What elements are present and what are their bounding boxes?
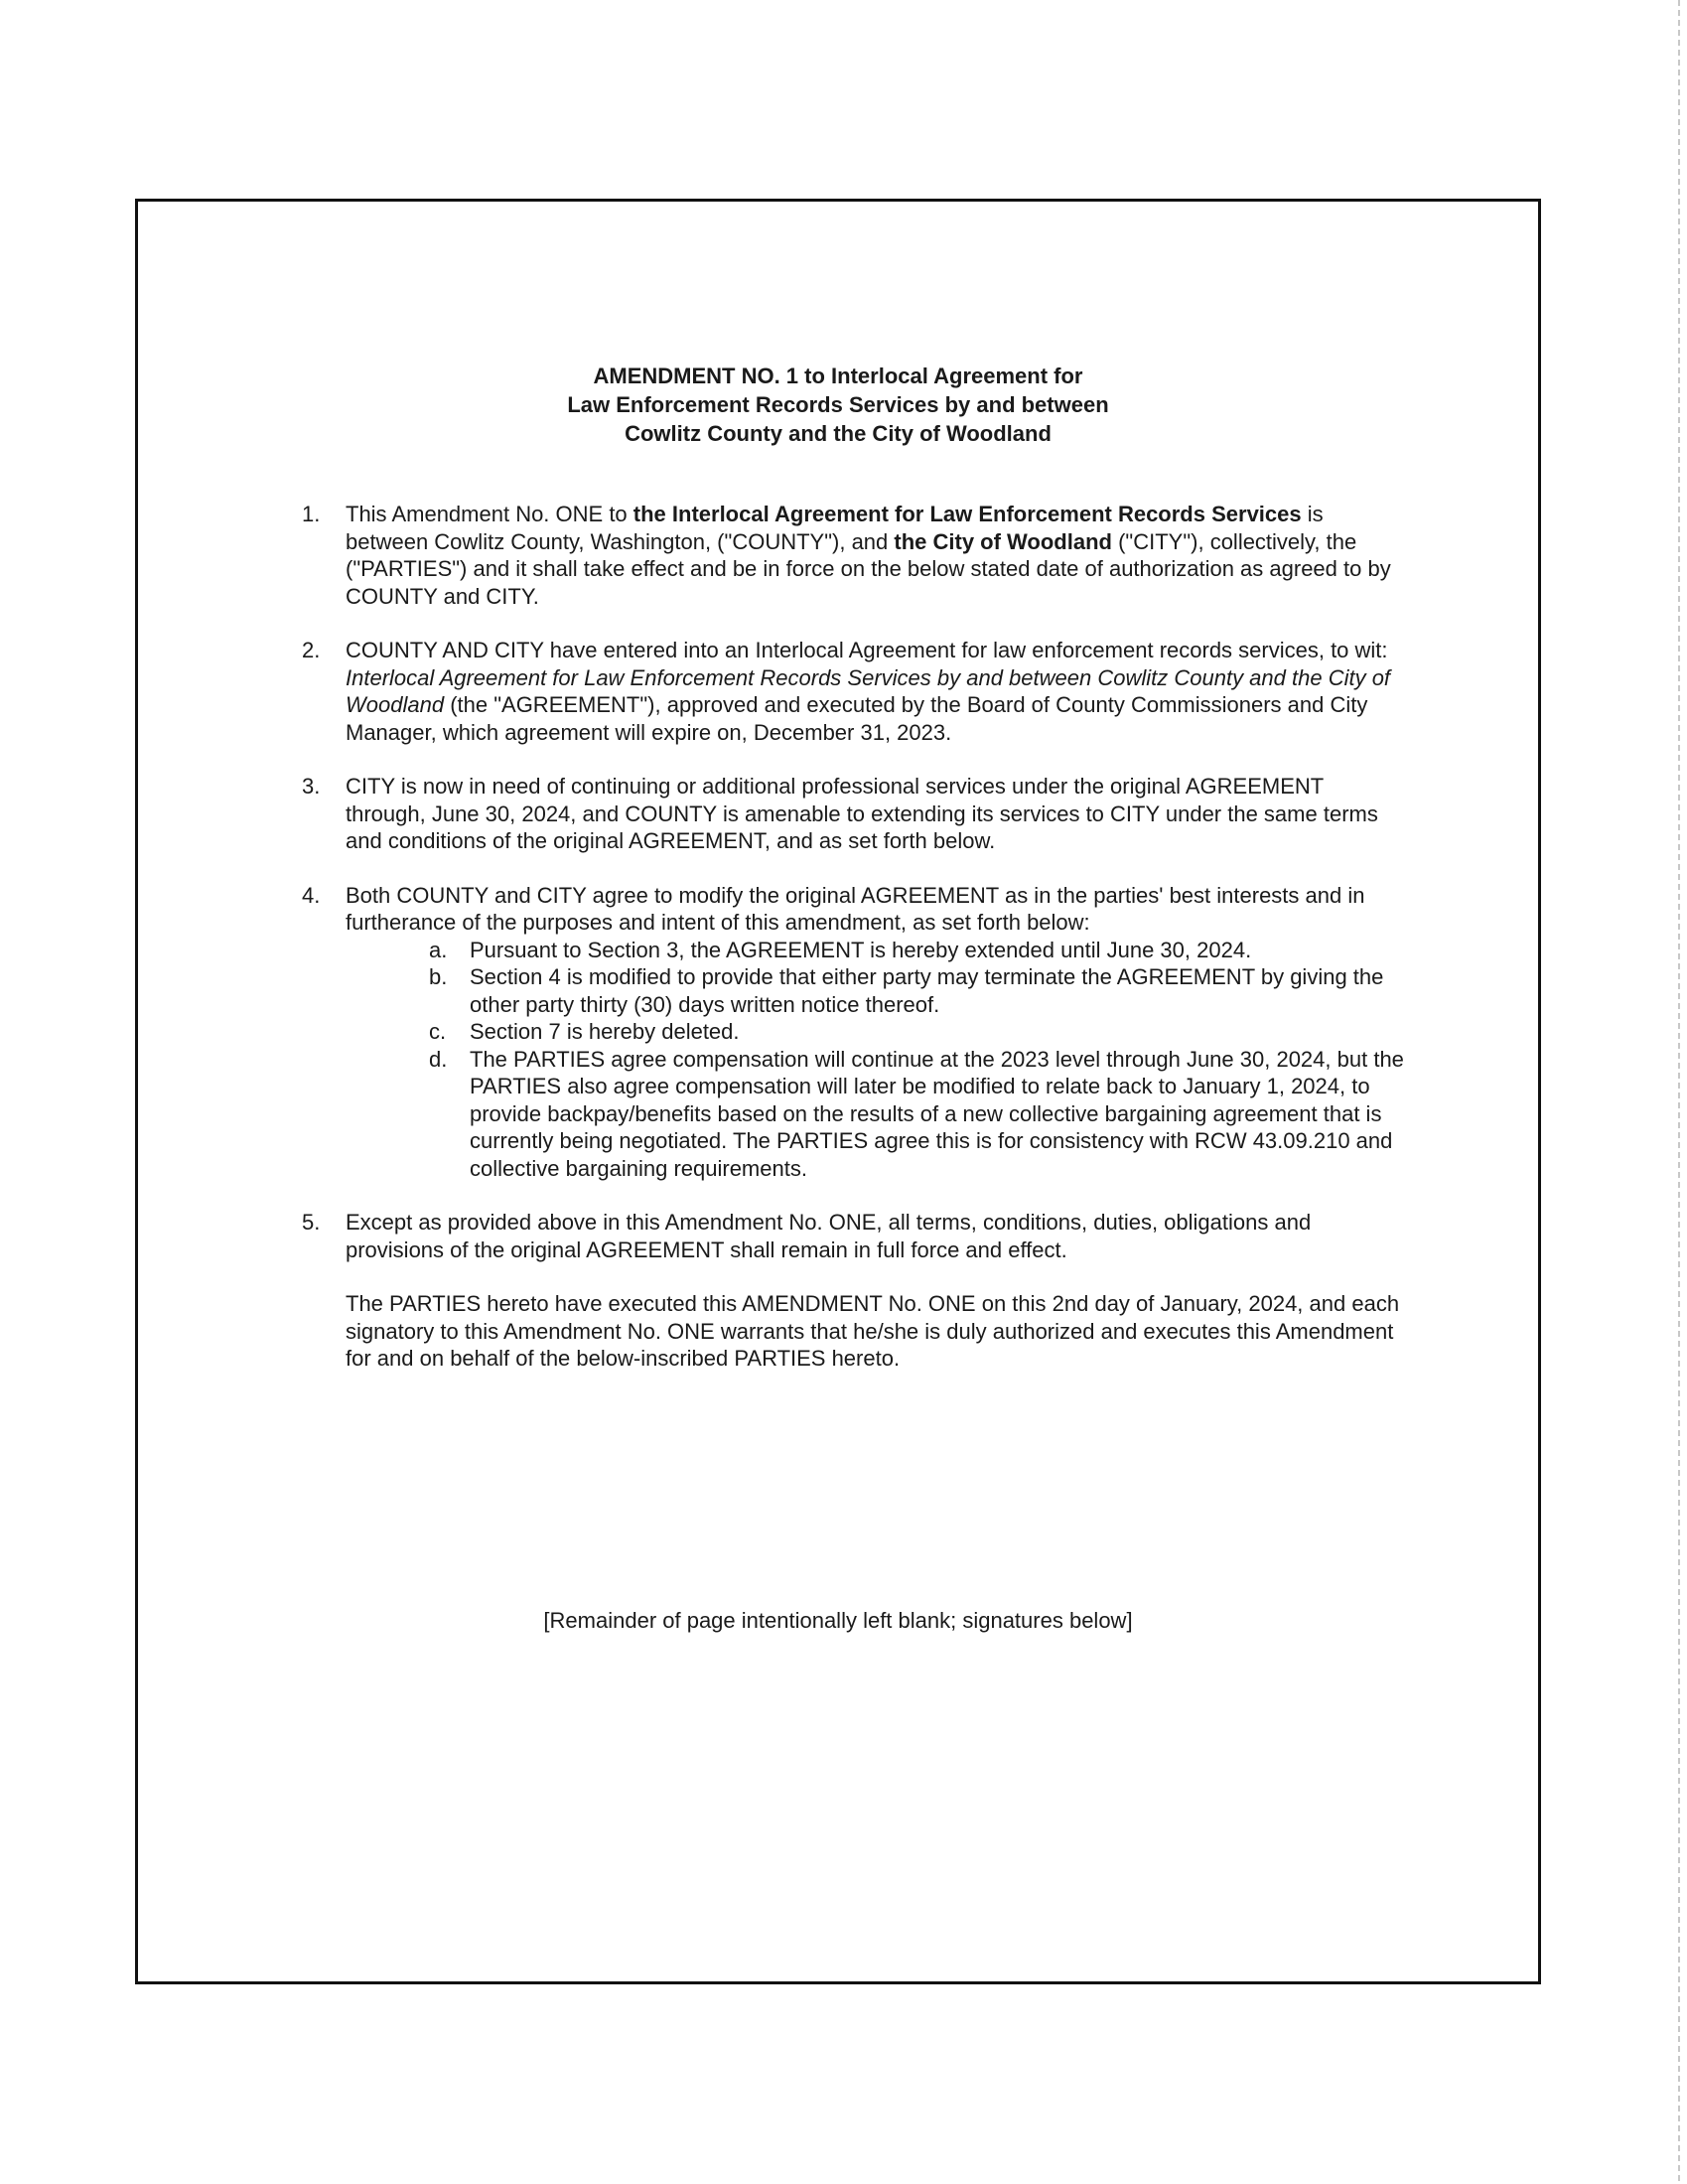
clause-3 [294,773,1406,855]
clause-text: is between Cowlitz County, Washington, ("COUNTY"), and [346,502,1324,554]
subclause-text: Section 4 is modified to provide that either party may terminate the AGREEMENT by giving the other party thirty (30) days written notice thereof. [470,964,1384,1017]
subclause-c [346,1018,1406,1046]
subclause-d [346,1046,1406,1183]
clause-bold-city-name: the City of Woodland [894,528,1112,554]
remainder-note: [Remainder of page intentionally left blank; signatures below] [543,1608,1133,1633]
clause-text: Except as provided above in this Amendment No. ONE, all terms, conditions, duties, obligations and provisions of the original AGREEMENT shall remain in full force and effect. [346,1210,1312,1262]
clause-4-sublist [346,937,1406,1183]
subclause-b [346,963,1406,1018]
clause-text: CITY is now in need of continuing or additional professional services under the original AGREEMENT through, June 30, 2024, and COUNTY is amenable to extending its services to CITY under the same terms and conditions of the original AGREEMENT, and as set forth below. [346,774,1378,853]
clause-5 [294,1209,1406,1263]
subclause-text: The PARTIES agree compensation will continue at the 2023 level through June 30, 2024, but the PARTIES also agree compensation will later be modified to relate back to January 1, 2024, to provide backpay/benefits based on the results of a new collective bargaining agreement that is currently being negotiated. The PARTIES agree this is for consistency with RCW 43.09.210 and collective bargaining requirements. [470,1046,1404,1181]
clause-number: 2. [302,638,321,662]
execution-paragraph: The PARTIES hereto have executed this AMENDMENT No. ONE on this 2nd day of January, 2024, and each signatory to this Amendment No. ONE warrants that he/she is duly authorized and executes this Amendment for and on behalf of the below-inscribed PARTIES hereto. [346,1291,1400,1371]
title-line-2: Law Enforcement Records Services by and between [567,392,1109,417]
subclause-letter: c. [429,1019,447,1044]
clause-4 [294,882,1406,1183]
clause-bold-agreement-name: the Interlocal Agreement for Law Enforcement Records Services [633,502,1302,526]
clause-text: COUNTY AND CITY have entered into an Interlocal Agreement for law enforcement records services, to wit: [346,638,1388,662]
title-line-1: AMENDMENT NO. 1 to Interlocal Agreement for [593,364,1083,388]
document-title [135,362,1541,448]
clause-1 [294,501,1406,610]
document-body [294,501,1406,1373]
subclause-text: Section 7 is hereby deleted. [470,1019,740,1044]
clause-text: (the "AGREEMENT"), approved and executed by the Board of County Commissioners and City Manager, which agreement will expire on, December 31, 2023. [346,692,1368,745]
clause-number: 5. [302,1210,321,1235]
scan-edge-line [1678,0,1680,2184]
clause-text: This Amendment No. ONE to [346,502,633,526]
clause-number: 3. [302,774,321,799]
subclause-a [346,937,1406,964]
subclause-letter: a. [429,937,448,962]
clause-2 [294,637,1406,746]
subclause-letter: b. [429,964,448,989]
clause-text: ("CITY"), collectively, the ("PARTIES") and it shall take effect and be in force on the below stated date of authorization as agreed to by COUNTY and CITY. [346,528,1391,609]
subclause-text: Pursuant to Section 3, the AGREEMENT is hereby extended until June 30, 2024. [470,937,1252,962]
clause-number: 1. [302,502,321,526]
clause-number: 4. [302,882,321,908]
title-line-3: Cowlitz County and the City of Woodland [625,421,1052,446]
clause-italic-agreement-title: Interlocal Agreement for Law Enforcement Records Services by and between Cowlitz County and the City of Woodland [346,664,1391,717]
clause-text: Both COUNTY and CITY agree to modify the original AGREEMENT as in the parties' best interests and in furtherance of the purposes and intent of this amendment, as set forth below: [346,882,1365,935]
subclause-letter: d. [429,1046,448,1072]
